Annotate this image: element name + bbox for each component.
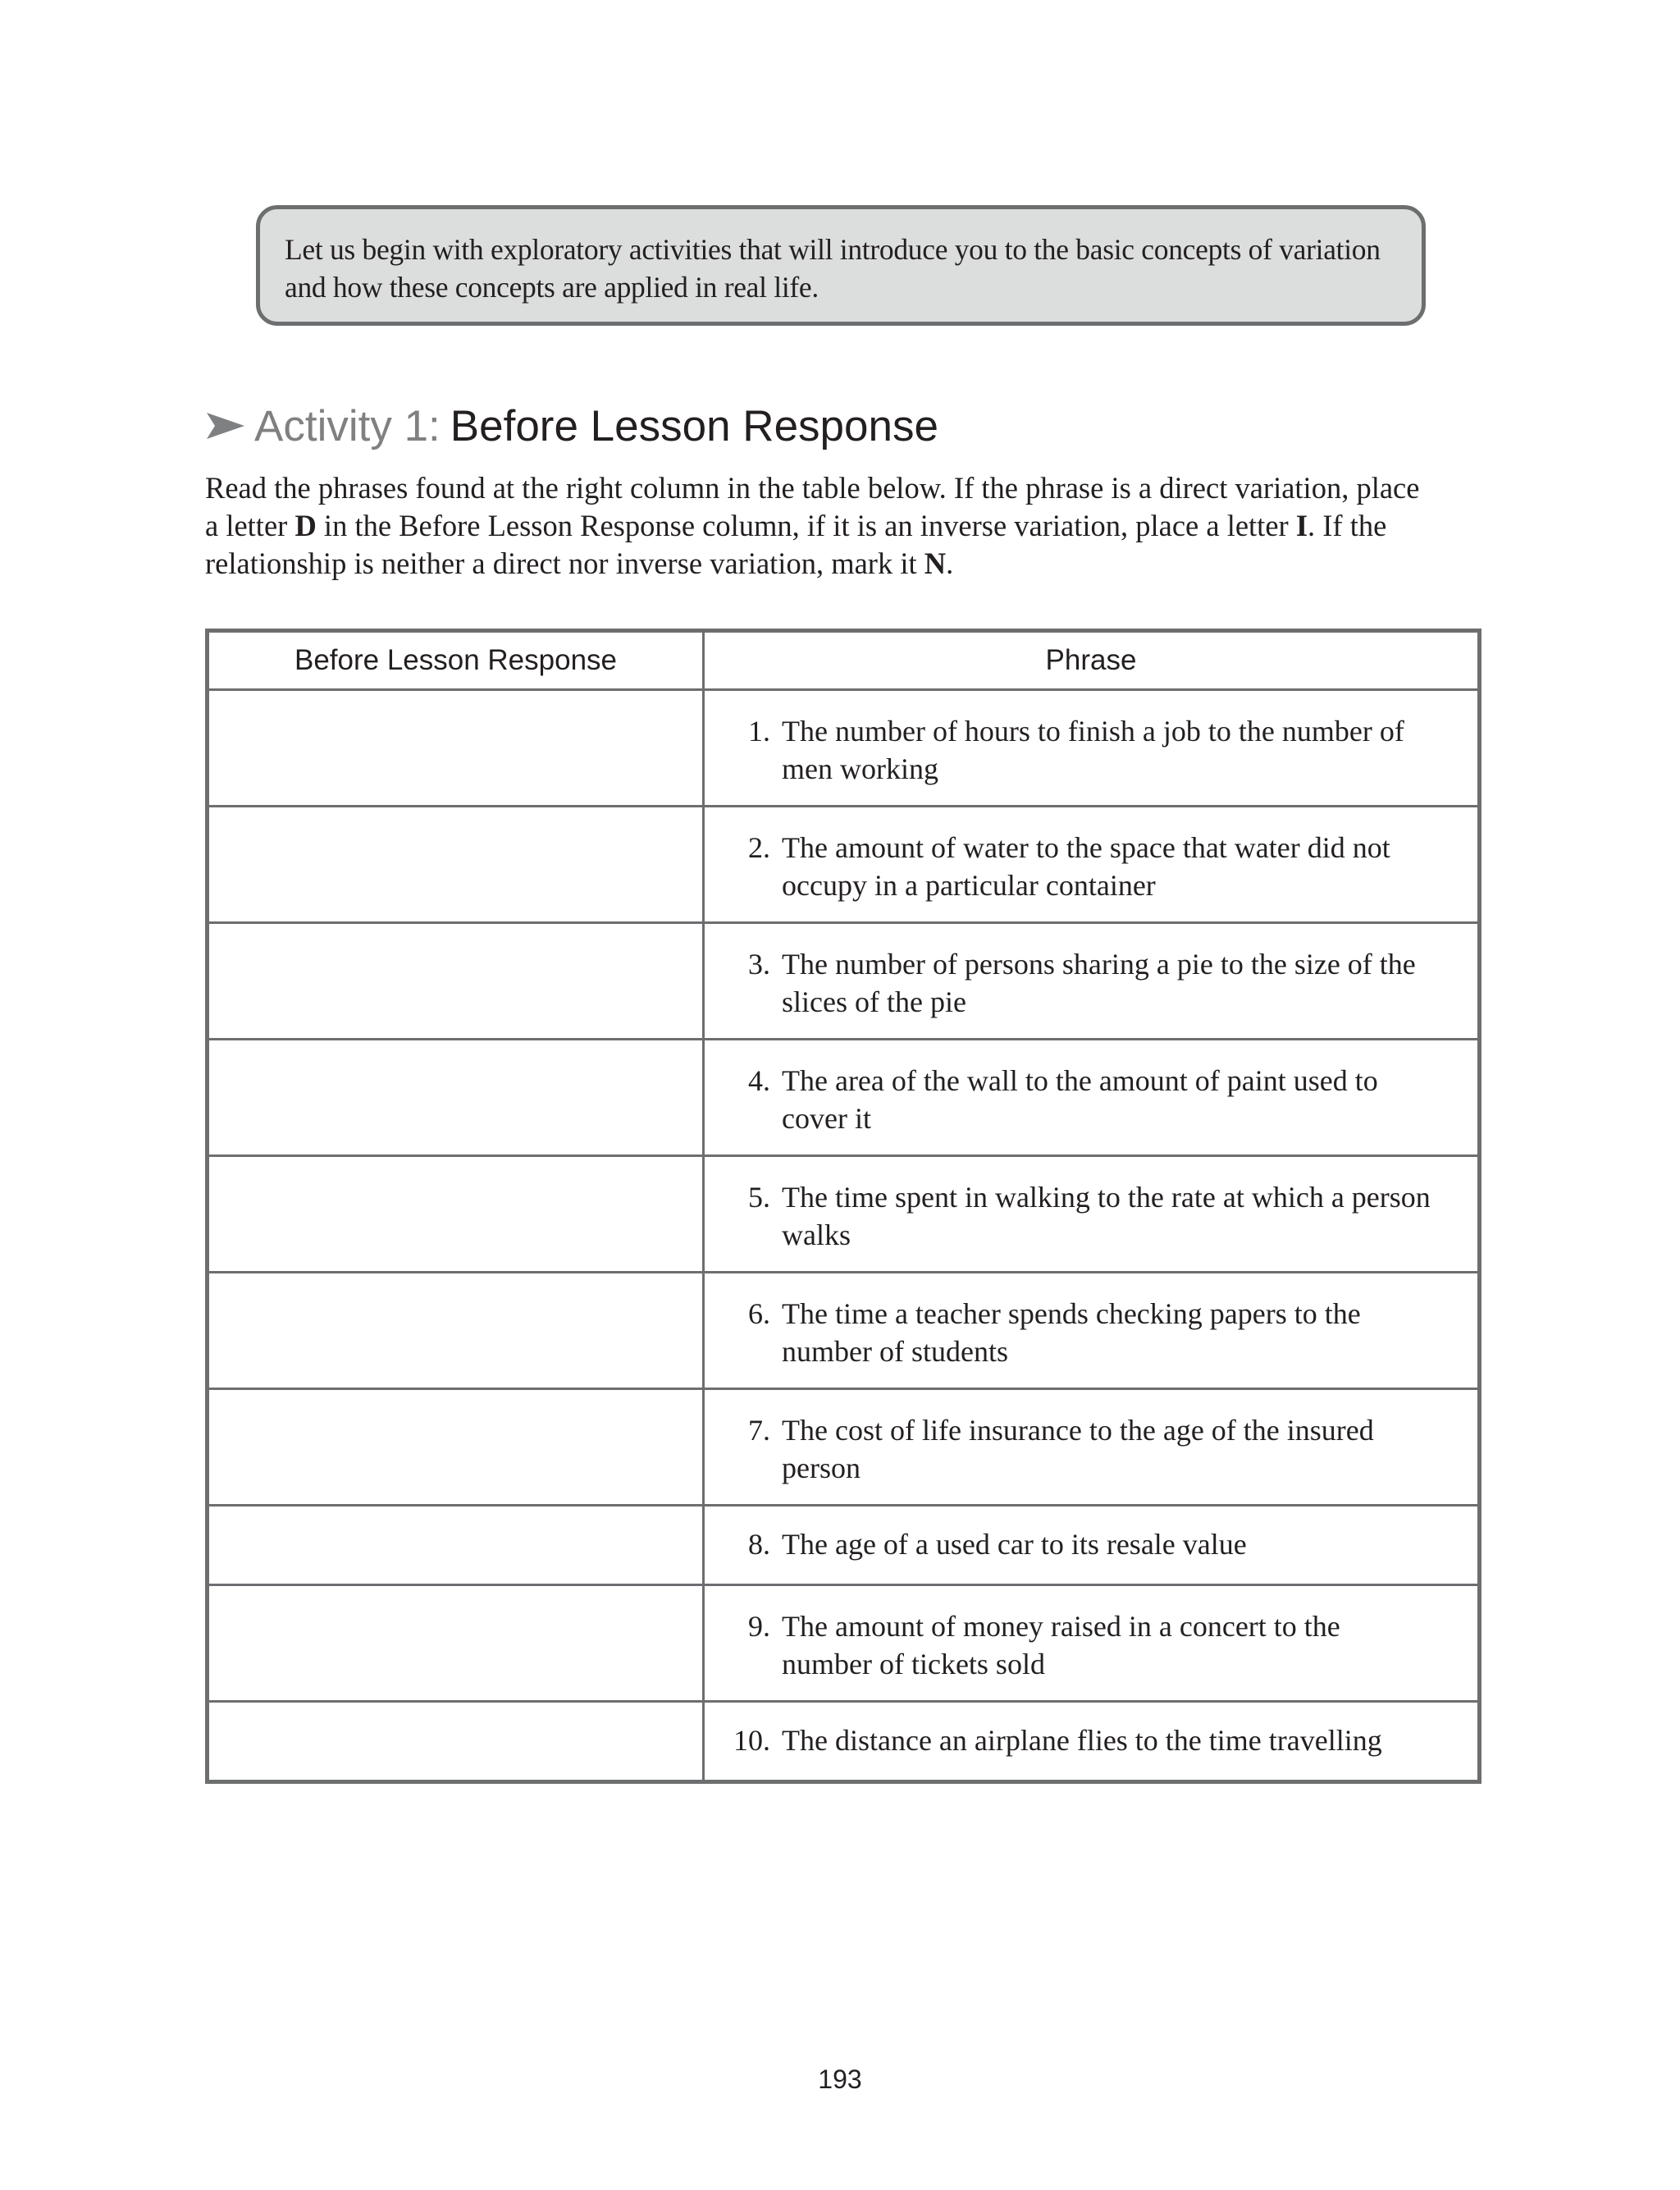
instructions-text: a letter [205,509,295,542]
phrase-line: The time a teacher spends checking papers to the [782,1297,1361,1330]
phrase-cell [704,1585,1480,1702]
phrase-cell [704,1156,1480,1273]
phrase-line: The cost of life insurance to the age of the insured [782,1414,1374,1447]
phrase-cell [704,1506,1480,1585]
phrase-number: 5. [748,1181,770,1214]
phrase-cell [704,1273,1480,1389]
phrase-line: person [782,1452,861,1484]
phrase-line: The number of hours to finish a job to the number of [782,715,1404,748]
instructions [205,469,1485,583]
header-before-lesson-response: Before Lesson Response [208,631,704,690]
phrase-line: The area of the wall to the amount of paint used to [782,1064,1378,1097]
phrase-line: men working [782,752,938,785]
arrowhead-right-icon [205,410,246,441]
phrase-number: 10. [733,1724,770,1757]
phrase-number: 8. [748,1528,770,1561]
phrase-line: cover it [782,1102,871,1135]
response-cell[interactable] [208,807,704,923]
response-cell[interactable] [208,1273,704,1389]
response-cell[interactable] [208,1040,704,1156]
response-cell[interactable] [208,1506,704,1585]
response-cell[interactable] [208,690,704,807]
letter-d: D [294,509,317,542]
instructions-text: . If the [1308,509,1387,542]
table-header-row [208,631,1480,690]
table-row [208,807,1480,923]
table-row [208,690,1480,807]
phrase-number: 7. [748,1414,770,1447]
phrase-cell [704,923,1480,1040]
activity-title: Before Lesson Response [450,401,938,450]
intro-line-2: and how these concepts are applied in real life. [285,271,819,304]
instructions-line-1: Read the phrases found at the right column in the table below. If the phrase is a direct variation, place [205,471,1420,505]
phrase-line: The amount of money raised in a concert to the [782,1610,1340,1643]
phrase-line: The distance an airplane flies to the time travelling [782,1724,1382,1757]
letter-n: N [924,546,947,580]
table-row [208,1156,1480,1273]
phrase-line: The age of a used car to its resale value [782,1528,1247,1561]
table-row [208,1506,1480,1585]
phrase-cell [704,1040,1480,1156]
instructions-text: . [946,546,954,580]
table-row [208,1585,1480,1702]
activity-heading [205,397,938,455]
phrase-line: number of students [782,1335,1008,1368]
response-cell[interactable] [208,1156,704,1273]
phrase-cell [704,690,1480,807]
response-cell[interactable] [208,1585,704,1702]
phrase-number: 1. [748,715,770,748]
phrase-cell [704,807,1480,923]
table-row [208,1389,1480,1506]
instructions-line-2 [205,507,1485,545]
phrase-number: 2. [748,831,770,864]
header-phrase: Phrase [704,631,1480,690]
phrase-line: slices of the pie [782,985,966,1018]
phrase-line: number of tickets sold [782,1648,1045,1680]
page-number: 193 [818,2064,862,2094]
phrase-number: 4. [748,1064,770,1097]
phrase-number: 9. [748,1610,770,1643]
instructions-text: relationship is neither a direct nor inverse variation, mark it [205,546,924,580]
phrase-number: 6. [748,1297,770,1330]
phrase-cell [704,1702,1480,1782]
instructions-text: in the Before Lesson Response column, if it is an inverse variation, place a letter [316,509,1296,542]
response-cell[interactable] [208,923,704,1040]
activity-table [205,629,1481,1784]
phrase-number: 3. [748,948,770,981]
response-cell[interactable] [208,1702,704,1782]
table-row [208,923,1480,1040]
table-row [208,1702,1480,1782]
response-cell[interactable] [208,1389,704,1506]
phrase-cell [704,1389,1480,1506]
phrase-line: walks [782,1218,851,1251]
intro-line-1: Let us begin with exploratory activities that will introduce you to the basic concepts of variation [285,233,1381,266]
table-row [208,1273,1480,1389]
phrase-line: The number of persons sharing a pie to the size of the [782,948,1416,981]
table-row [208,1040,1480,1156]
letter-i: I [1295,509,1308,542]
intro-box [256,205,1426,326]
activity-number: Activity 1: [254,401,441,450]
phrase-line: The time spent in walking to the rate at which a person [782,1181,1431,1214]
instructions-line-3 [205,545,1485,583]
phrase-line: The amount of water to the space that water did not [782,831,1390,864]
phrase-line: occupy in a particular container [782,869,1156,902]
